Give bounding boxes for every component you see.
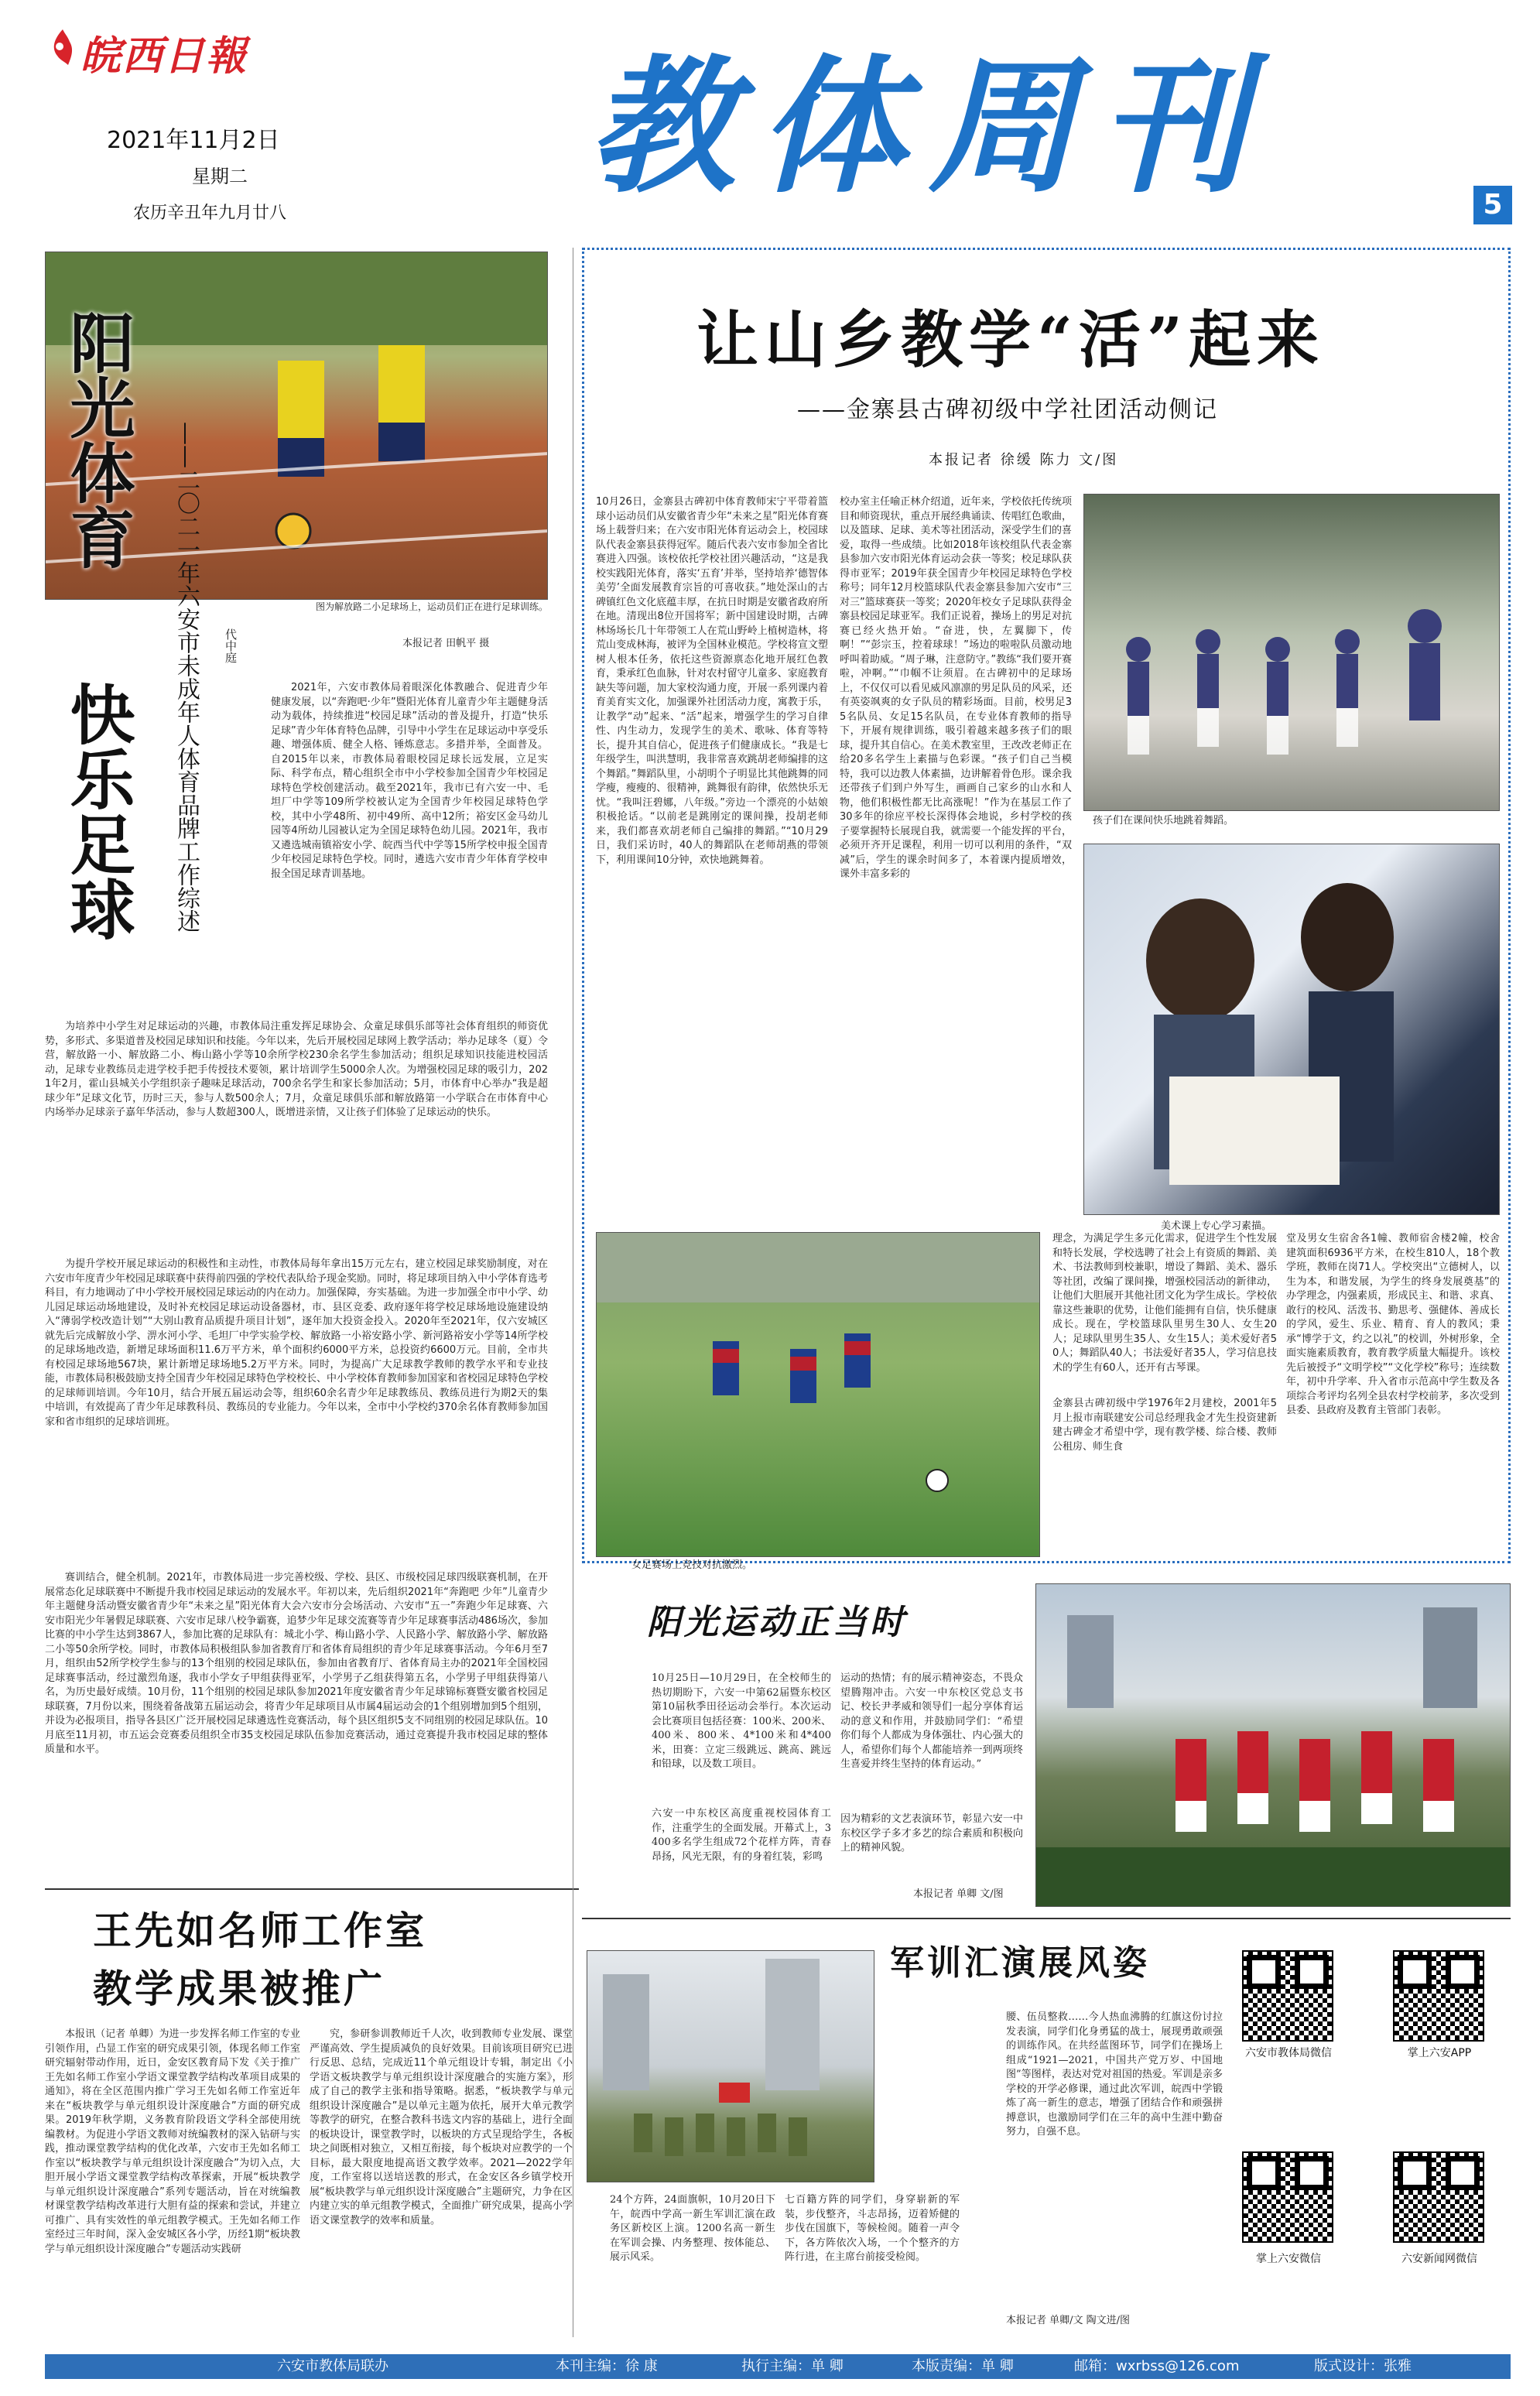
art-class-photo — [1083, 844, 1500, 1215]
teacher-col-2: 究，参研参训教师近千人次，收到教师专业发展、课堂严谨高效、学生提质减负的良好效果。目前该项目研究已进行反思、总结，完成近11个单元组设计专辑，制定出《小学语文板块教学与单元组织设计深度融合的实施方案》，形成了自己的教学主张和指导策略。据悉，“板块教学与单元组织设计深度融合”是以单元主题为依托，展开大单元教学等教学的研究，在整合教科书选文内容的基础上，进行全面的板块设计，课堂教学时，以板块的方式呈现给学生，各板块之间既相对独立，又相互衔接，每个板块对应教学的一个目标，最大限度地提高语文教学效率。2021—2022学年度，工作室将以送培送教的形式，在金安区各乡镇学校开展“板块教学与单元组织设计深度融合”主题研究，力争在区内建立实的单元组教学模式，全面推广研究成果，提高小学语文课堂教学的效率和质量。 — [310, 2028, 573, 2227]
military-col-1: 24个方阵，24面旗帜，10月20日下午，皖西中学高一新生军训汇演在政务区新校区上演。1200名高一新生在军训会操、内务整理、按体能总、展示风采。 — [610, 2194, 775, 2263]
qr-label-jiaotiju: 六安市教体局微信 — [1245, 2047, 1332, 2059]
section-title: 教体周刊 — [588, 40, 1270, 213]
sun-col-2: 运动的热情；有的展示精神姿态，不畏众望腾翔冲击。六安一中东校区党总支书记、校长尹孝威和领导们一起分享体育运动的意义和作用，并鼓励同学们：“希望你们每个人都成为身体强壮、内心强大的人，希望你们每个人都能培养一到两项终生喜爱并终生坚持的体育运动。” — [840, 1672, 1023, 1770]
qr-code-news[interactable] — [1393, 2151, 1484, 2243]
qr-label-wechat: 掌上六安微信 — [1256, 2253, 1321, 2265]
dance-photo-caption: 孩子们在课间快乐地跳着舞蹈。 — [1093, 815, 1234, 827]
qr-label-news: 六安新闻网微信 — [1401, 2253, 1477, 2265]
left-body-1: 2021年，六安市教体局着眼深化体教融合、促进青少年健康发展，以“奔跑吧·少年”暨阳光体育儿童青少年主题健身活动为载体，持续推进“校园足球”活动的普及提升，打造“快乐足球”青少年体育特色品牌，引导中小学生在足球运动中享受乐趣、增强体质、健全人格、锤炼意志。多措并举，全面普及。自2015年以来，市教体局着眼校园足球长远发展，立足实际、科学布点，精心组织全市中小学校参加全国青少年校园足球特色学校创建活动。截至2021年，我市已有六安一中、毛坦厂中学等109所学校被认定为全国青少年校园足球特色学校，其中小学48所、初中49所、高中12所；裕安区金马幼儿园等4所幼儿园被认定为全国足球特色幼儿园。2021年，我市又遴选城南镇裕安小学、皖西当代中学等15所学校申报全国青少年校园足球特色学校。同时，遴选六安市青少年体育学校申报全国足球青训基地。 — [271, 682, 548, 880]
sun-col-2b: 因为精彩的文艺表演环节，彰显六安一中东校区学子多才多艺的综合素质和积极向上的精神风貌。 — [840, 1813, 1023, 1853]
girls-soccer-photo — [596, 1232, 1040, 1557]
dance-photo — [1083, 494, 1500, 811]
qr-label-app: 掌上六安APP — [1407, 2047, 1472, 2059]
lunar-date: 农历辛丑年九月廿八 — [133, 204, 287, 223]
left-subtitle: ——二〇二一年六安市未成年人体育品牌工作综述 — [173, 422, 200, 933]
sun-headline: 阳光运动正当时 — [647, 1603, 907, 1642]
paper-name: 皖西日報 — [80, 33, 248, 80]
sun-byline: 本报记者 单卿 文/图 — [913, 1888, 1004, 1900]
left-title-a: 阳光体育 — [60, 310, 136, 570]
footer-org: 六安市教体局联办 — [277, 2358, 388, 2374]
main-subhead: ——金寨县古碑初级中学社团活动侧记 — [797, 396, 1218, 423]
military-col-2: 七百籍方阵的同学们，身穿崭新的军装，步伐整齐，斗志昂扬，迈着矫健的步伐在国旗下，等候检阅。随着一声令下，各方阵依次入场，一个个整齐的方阵行进，在主席台前接受检阅。 — [785, 2194, 960, 2263]
left-body-2: 为培养中小学生对足球运动的兴趣，市教体局注重发挥足球协会、众童足球俱乐部等社会体育组织的师资优势，多形式、多渠道普及校园足球知识和技能。今年以来，先后开展校园足球网上教学活动；举办足球冬（夏）令营，解放路一小、解放路二小、梅山路小学等10余所学校230余名学生参加活动；组织足球知识技能进校园活动，足球专业教练员走进学校手把手传授技术要领，累计培训学生5000余人次。为增强校园足球的吸引力，2021年2月，霍山县城关小学组织亲子趣味足球活动，700余名学生和家长参加活动；5月，市体育中心举办“我是超球少年”足球文化节，历时三天，参与人数500余人；7月，众童足球俱乐部和解放路第一小学联合在市体育中心内场举办足球亲子嘉年华活动，参与人数超300人，既增进亲情，又让孩子们体验了足球运动的快乐。 — [45, 1021, 548, 1118]
footer-page-editor: 本版责编：单 卿 — [912, 2358, 1014, 2374]
page-number-badge: 5 — [1473, 186, 1512, 224]
teacher-col-1: 本报讯（记者 单卿）为进一步发挥名师工作室的专业引领作用，凸显工作室的研究成果引领，体现名师工作室研究辐射带动作用，近日，金安区教育局下发《关于推广王先如名师工作室小学语文课堂教学结构改革项目成果的通知》，将在全区范围内推广学习王先如名师工作室近年来在“板块教学与单元组织设计深度融合”方面的研究成果。2019年秋学期，义务教育阶段语文学科全部使用统编教材。为促进小学语文教师对统编教材的深入钻研与实践，推动课堂教学结构的优化改革，六安市王先如名师工作室以“板块教学与单元组织设计深度融合”为切入点，大胆开展小学语文课堂教学结构改革探索，开展“板块教学与单元组织设计深度融合”系列专题活动，旨在对统编教材课堂教学结构改革进行大胆有益的探索和尝试，并建立可推广、具有实效性的单元组教学模式。王先如名师工作室经过三年时间，深入金安城区各小学，历经1期“板块教学与单元组织设计深度融合”专题活动实践研 — [45, 2028, 300, 2255]
main-headline: 让山乡教学“活”起来 — [696, 303, 1326, 376]
footer-bar — [45, 2354, 1511, 2379]
military-headline: 军训汇演展风姿 — [890, 1943, 1150, 1983]
sun-col-1b: 六安一中东校区高度重视校园体育工作，注重学生的全面发展。开幕式上，3400多名学生组成72个花样方阵，青春昂扬，风光无限，有的身着红装，彩鸣 — [652, 1808, 831, 1863]
left-author: 代中庭 — [224, 628, 238, 663]
qr-code-wechat[interactable] — [1242, 2151, 1333, 2243]
left-title-b: 快乐足球 — [60, 681, 136, 941]
main-col-3b: 金寨县古碑初级中学1976年2月建校，2001年5月上报市南联建安公司总经理我金才先生投资建新建古碑金才希望中学，现有教学楼、综合楼、教师公租房、师生食 — [1052, 1398, 1277, 1453]
boys-soccer-credit: 本报记者 田帆平 摄 — [402, 638, 490, 649]
footer-email[interactable]: 邮箱：wxrbss@126.com — [1074, 2358, 1240, 2374]
issue-weekday: 星期二 — [192, 166, 248, 187]
sports-meet-photo — [1035, 1583, 1511, 1907]
teacher-divider — [45, 1888, 579, 1890]
military-divider — [582, 1918, 1511, 1919]
teacher-headline-1: 王先如名师工作室 — [93, 1908, 427, 1953]
left-body-4: 赛训结合，健全机制。2021年，市教体局进一步完善校级、学校、县区、市级校园足球四级联赛机制，在开展常态化足球联赛中不断提升我市校园足球运动的发展水平。年初以来，先后组织2021年“奔跑吧 少年”儿童青少年主题健身活动暨安徽省青少年“未来之星”阳光体育大会六安市分会场活动、六安市“五一”奔跑少年足球赛、六安市阳光少年暑假足球联赛、六安市足球八校争霸赛，追梦少年足球交流赛等青少年足球赛事活动486场次，参加比赛的中小学生达到3867人，参加比赛的足球队有：城北小学、梅山路小学、人民路小学、解放路小学、解放路二小等50余所学校。同时，市教体局积极组队参加省教育厅和省体育局组织的青少年足球赛事活动。今年6月至7月，组织由52所学校学生参与的13个组别的校园足球队伍，参加由省教育厅、省体育局主办的2021年全国校园足球赛事活动，经过激烈角逐，我市小学女子甲组获得亚军，小学男子乙组获得第五名，小学男子甲组获得第八名，为历史最好成绩。10月份，11个组别的校园足球队参加2021年度安徽省青少年足球锦标赛暨安徽省校园足球联赛，7月份以来，围绕着备战第五届运动会，将青少年足球项目从市属4届运动会的1个组别增加到5个组别，并设为必报项目，指导各县区广泛开展校园足球遴选性竞赛活动，每个县区组织5支不同组别的校园足球队伍。10月底至11月初，市五运会竞赛委员组织全市35支校园足球队伍参加竞赛活动，通过竞赛提升我市校园足球的整体质量和水平。 — [45, 1572, 548, 1755]
main-col-1: 10月26日，金寨县古碑初中体育教师宋宁平带着篮球小运动员们从安徽省青少年“未来之星”阳光体育赛场上载誉归来；在六安市阳光体育运动会上，校园球队代表金寨县获得冠军。随后代表六安市参加全省比赛进入四强。该校依托学校社团兴趣活动，“这是我校实践阳光体育，落实‘五育’并举，坚持培养‘德智体美劳’全面发展教育宗旨的可喜收获。”地处深山的古碑镇红色文化底蕴丰厚，在抗日时期是安徽省政府所在地。清现出8位开国将军；新中国建设时期，古碑林场场长几十年带领工人在荒山野岭上植树造林，将荒山变成林海，被评为全国林业模范。学校将宣文塑树人根本任务，依托这些资源禀态化地开展红色教育，秉承红色血脉，针对农村留守儿童多、家庭教育缺失等问题，加大家校沟通力度，开展一系列课内着育美育实文化，加强课外社团活动力度，寓教于乐，让教学“动”起来、“活”起来，增强学生的学习自律性、内生动力，发现学生的美术、歌咏、体育等特长，提升其自信心，促进孩子们健康成长。“我是七年级学生，叫洪慧明，我非常喜欢跳胡老师编排的这个舞蹈。”舞蹈队里，小胡明个子明显比其他跳舞的同学瘦，瘦瘦的、很精神，跳舞很有韵律，依然快乐无忧。“我叫汪碧娜，八年级。”旁边一个漂亮的小姑娘积极抢话。“以前老是跳刚定的课间操，投胡老师来，我们都喜欢胡老师自己编排的舞蹈。”“10月29日，我们采访时，40人的舞蹈队在老师胡燕的带领下，利用课间10分钟，欢快地跳舞着。 — [596, 496, 828, 866]
military-col-3: 腰、伍员整救……今人热血沸腾的红旗这份讨拉发表演，同学们化身勇猛的战士，展现勇敢顽强的训练作风。在共经蓝图环节，同学们在操场上组成“1921—2021，中国共产党万岁、中国地图”等图样，表达对党对祖国的热爱。军训是亲多学校的开学必修课，通过此次军训，皖西中学锻炼了高一新生的意志，增强了团结合作和顽强拼搏意识，也激励同学们在三年的高中生涯中勤奋努力，自强不息。 — [1006, 2011, 1223, 2138]
main-col-2: 校办室主任喻正林介绍道，近年来，学校依托传统项目和师资现状，重点开展经典诵读、传唱红色歌曲，以及篮球、足球、美术等社团活动，深受学生们的喜爱，取得一些成绩。比如2018年该校组队代表金寨县参加六安市阳光体育运动会获一等奖；校足球队获得市亚军；2019年获全国青少年校园足球特色学校称号；同年12月校篮球队代表金寨县参加六安市“三对三”篮球赛获一等奖；2020年校女子足球队获得金寨县校园足球亚军。我们正说着，操场上的男足对抗赛已经火热开始。“奋进，快，左翼脚下，传啊！”“彭宗玉，控着球球！”场边的啦啦队员激动地呼叫着助威。“周子琳，注意防守。”教练“我们要开赛啦，冲啊。”“巾帼不让须眉。在古碑初中的足球场上，不仅仅可以看见威风凛凛的男足队员的风采，还有英姿飒爽的女子队员的精彩场面。目前，校男足35名队员、女足15名队员，在专业体育教师的指导下，开展有规律训练，吸引着越来越多孩子们的眼球，提升其自信心。在美术教室里，王改改老师正在给20多名学生上素描与色彩课。“孩子们自己当模特，我可以边教人体素描，边讲解着骨色形。课余我还带孩子们到户外写生，画画自己家乡的山水和人物，他们积极性都无比高涨呢！”作为在基层工作了30多年的徐应平校长深得体会地说，乡村学校的孩子要掌握特长展现自我，就需要一个能发挥的平台，必须开齐开足课程，利用一切可以利用的条件，“双减”后，学生的课余时间多了，本着课内提质增效，课外丰富多彩的 — [840, 496, 1072, 880]
main-col-4: 堂及男女生宿舍各1幢、教师宿舍楼2幢，校舍建筑面积6936平方米，在校生810人，18个教学班，教师在岗71人。学校突出“立德树人，以生为本，和谐发展，为学生的终身发展奠基”的办学理念，内强素质，形成民主、和谐、求真、敢行的校风、活泼书、勤思考、强健体、善成长的学风，爱生、乐业、精育、育人的教风；秉承“博学于文，约之以礼”的校训，外树形象，全面实施素质教育，教育教学质量大幅提升。该校先后被授予“文明学校”“文化学校”称号；连续数年，初中升学率、升入省市示范高中学生数及各项综合考评均名列全县农村学校前茅，多次受到县委、县政府及教育主管部门表彰。 — [1286, 1233, 1500, 1416]
qr-code-app[interactable] — [1393, 1950, 1484, 2042]
teacher-headline-2: 教学成果被推广 — [93, 1966, 385, 2011]
issue-date: 2021年11月2日 — [107, 127, 280, 154]
military-photo — [587, 1950, 874, 2182]
footer-exec-editor: 执行主编：单 卿 — [741, 2358, 844, 2374]
qr-code-jiaotiju[interactable] — [1242, 1950, 1333, 2042]
boys-soccer-caption: 图为解放路二小足球场上，运动员们正在进行足球训练。 — [316, 601, 549, 612]
paper-logo-icon — [48, 28, 77, 67]
masthead — [0, 0, 1540, 232]
sun-col-1: 10月25日—10月29日，在全校师生的热切期盼下，六安一中第62届暨东校区第10届秋季田径运动会举行。本次运动会比赛项目包括径赛：100米、200米、400米、800米、4*100米和4*400米，田赛：立定三级跳远、跳高、跳远和铅球，以及数工项目。 — [652, 1672, 831, 1770]
art-class-caption: 美术课上专心学习素描。 — [1161, 1220, 1272, 1232]
footer-designer: 版式设计：张雅 — [1314, 2358, 1412, 2374]
military-byline: 本报记者 单卿/文 陶文进/图 — [1006, 2315, 1131, 2326]
main-byline: 本报记者 徐缓 陈力 文/图 — [929, 452, 1119, 468]
left-body-3: 为提升学校开展足球运动的积极性和主动性，市教体局每年拿出15万元左右，建立校园足球奖励制度，对在六安市年度青少年校园足球联赛中获得前四强的学校代表队给予现金奖励。同时，将足球项目纳入中小学体育选考科目，有力地调动了中小学校开展校园足球运动的内在动力。加强保障，夯实基础。为进一步加强全市中小学、幼儿园足球运动场地建设，及时补充校园足球运动设备器材，市、县区竞委、政府逐年将学校足球场地设施建设纳入“薄弱学校改造计划”“大别山教育品质提升项目计划”，逐年加大投资金投入。2020年至2021年，仅六安城区就先后完成解放小学、淠水河小学、毛坦厂中学实验学校、解放路一小裕安路小学、新河路裕安小学等14所学校的足球场地改造，新增足球场面积11.6万平方米，单个面积约6000平方米，总投资约6600万元。目前，全市共有校园足球场地567块，累计新增足球场地5.2万平方米。同时，为提高广大足球教学教师的教学水平和专业技能，市教体局积极鼓励支持全国青少年校园足球特色学校校长、中小学校体育教师参加国家和省校园足球特色学校的足球师训培训。今年10月，结合开展五届运动会等，组织60余名青少年足球教练员、教练员进行为期2天的集中培训，有效提高了青少年足球教科员、教练员的专业能力。今年以来，全市中小学校约370余名体育教师参加国家和省市组织的足球培训班。 — [45, 1258, 548, 1428]
girls-soccer-caption: 女足赛场上竞技对抗激烈。 — [631, 1559, 753, 1571]
footer-editor: 本刊主编：徐 康 — [556, 2358, 658, 2374]
main-col-3: 理念，为满足学生多元化需求，促进学生个性发展和特长发展，学校选聘了社会上有资质的舞蹈、美术、书法教师到校兼职，增设了舞蹈、美术、器乐等社团，改编了课间操，增强校园活动的新律动，让他们大胆展开其他社团文化为学生成长。学校依靠这些兼职的优势，让他们能拥有自信，快乐健康成长。现在，学校篮球队里男生30人、女生20人；足球队里男生35人、女生15人；美术爱好者50人；舞蹈队40人；书法爱好者35人，学习信息技术的学生有60人，还开有古琴课。 — [1052, 1233, 1277, 1374]
